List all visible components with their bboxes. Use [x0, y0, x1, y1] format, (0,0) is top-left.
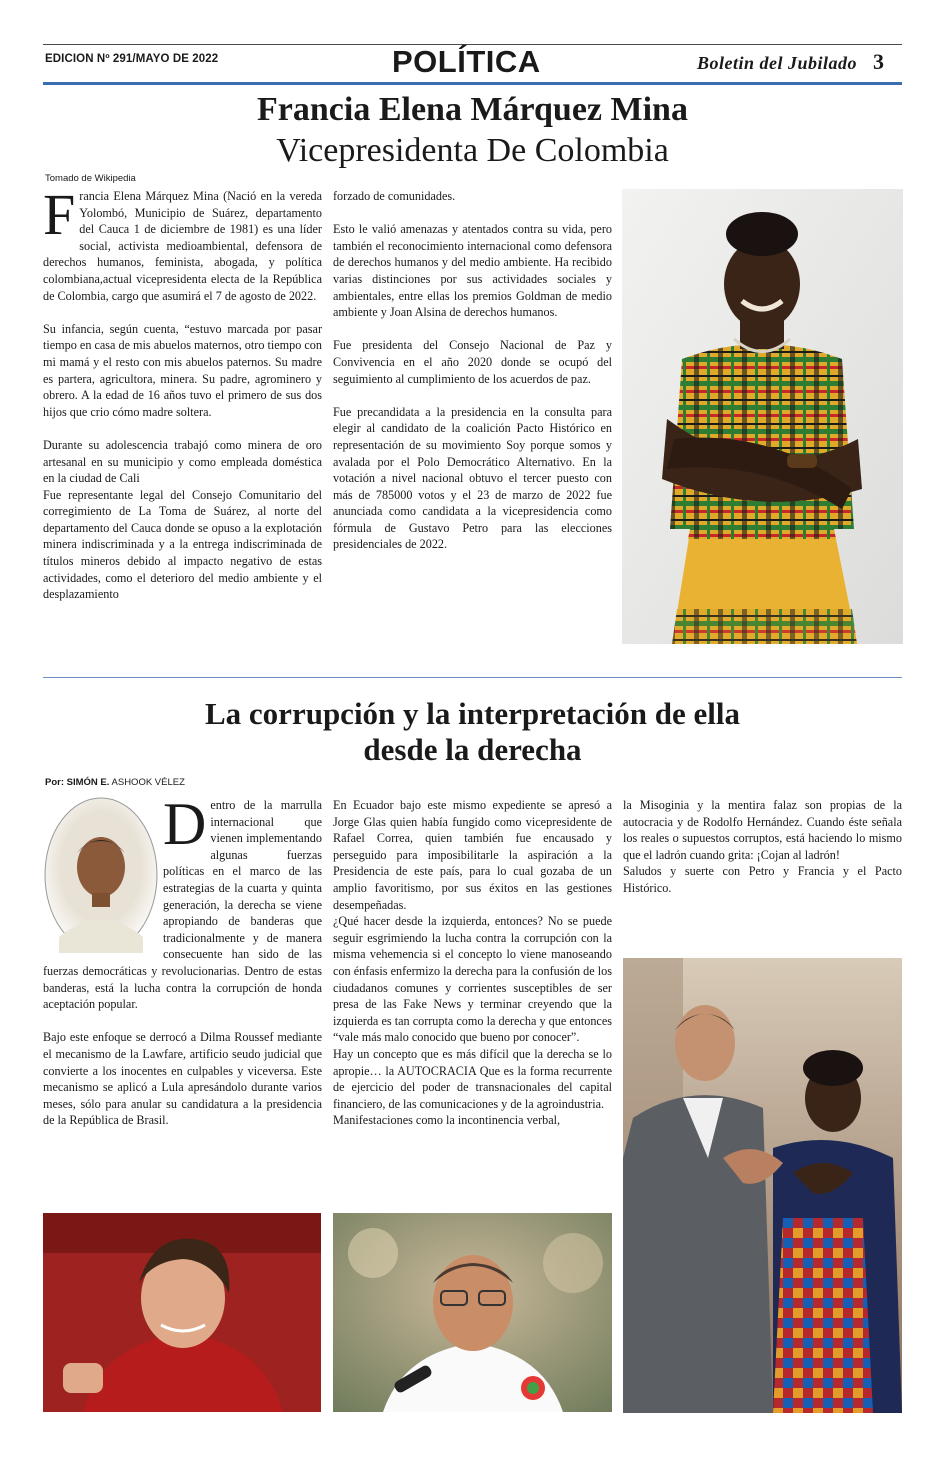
page-number: 3: [873, 49, 884, 74]
article2-byline: Por: SIMÓN E. ASHOOK VÉLEZ: [45, 777, 185, 788]
article1-paragraph-3a: Durante su adolescencia trabajó como minera de oro artesanal en su municipio y como empleada doméstica en la ciudad de Cali: [43, 437, 322, 486]
article1-paragraph-6: Fue presidenta del Consejo Nacional de Paz y Convivencia en el año 2020 donde se ocupó del seguimiento al cumplimiento de los acuerdos de paz.: [333, 338, 612, 386]
article2-paragraph-3: En Ecuador bajo este mismo expediente se apresó a Jorge Glas quien había fungido como vicepresidente de Rafael Correa, quien también fue encausado y perseguido para imposibilitarle la aspiración a la Presidencia de este país, para lo cual gozaba de un amplio favoritismo, por sus éxitos en las gestiones desempeñadas.: [333, 798, 612, 912]
article2-column-3: [623, 797, 902, 897]
article2-paragraph-6: Manifestaciones como la incontinencia verbal,: [333, 1113, 561, 1128]
francia-portrait-photo: [622, 189, 903, 644]
section-title: POLÍTICA: [392, 44, 541, 79]
article2-paragraph-7: la Misoginia y la mentira falaz son propias de la autocracia y de Rodolfo Hernández. Cuando éste señala los reales o supuestos corruptos, está haciendo lo mismo que el ladrón cuando grita: ¡Cojan al ladrón!: [623, 798, 902, 862]
article2-paragraph-4: ¿Qué hacer desde la izquierda, entonces? No se puede seguir esgrimiendo la lucha contra la corrupción con la misma vehemencia si el concepto lo viene manoseando con énfasis enfermizo la derecha para la confusión de los ciudadanos comunes y corrientes susceptibles de ser presa de las Fake News y terminar creyendo que la izquierda es tan corrupta como la derecha y que entonces “vale más malo conocido que bueno por conocer”.: [333, 914, 612, 1045]
article2-paragraph-1: Dentro de la marrulla internacional que vienen implementando algunas fuerzas políticas en el marco de las estrategias de la cuarta y quinta generación, la derecha se viene apropiando de banderas que tradicionalmente y de manera consecuente han sido de las fuerzas democráticas y revolucionarias. Dentro de estas banderas, está la lucha contra la corrupción de honda aceptación popular.: [43, 791, 322, 1012]
article1-paragraph-2: Su infancia, según cuenta, “estuvo marcada por pasar tiempo en casa de mis abuelos maternos, otro tiempo con mi mamá y el resto con mis abuelos paternos. Su madre es partera, agricultora, minera. Su padre, agrominero y obrero. A la edad de 16 años tuvo el primero de sus dos hijos que crio cómo madre soltera.: [43, 321, 322, 419]
article2-paragraph-8: Saludos y suerte con Petro y Francia y el Pacto Histórico.: [623, 864, 902, 895]
article1-paragraph-7: Fue precandidata a la presidencia en la consulta para elegir al candidato de la coalición Pacto Histórico en representación de su movimiento Soy porque somos y avalada por el Polo Democrático Alternativo. En la votación a nivel nacional obtuvo el tercer puesto con más de 785000 votos y el 23 de marzo de 2022 fue anunciada como candidata a la vicepresidencia como fórmula de Gustavo Petro para las elecciones presidenciales de 2022.: [333, 404, 612, 552]
article1-source: Tomado de Wikipedia: [45, 173, 136, 184]
author-photo-wrap-space: [43, 797, 163, 955]
article2-column-1: [43, 791, 322, 1129]
article2-paragraph-2: Bajo este enfoque se derrocó a Dilma Roussef mediante el mecanismo de la Lawfare, artificio seudo judicial que convierte a los inocentes en culpables y viceversa. Este mecanismo se aplicó a Lula apresándolo durante varios meses, sólo para anular su candidatura a la presidencia de la República de Brasil.: [43, 1030, 322, 1128]
article2-column-2: [333, 797, 612, 1129]
article1-paragraph-1: Francia Elena Márquez Mina (Nació en la vereda Yolombó, Municipio de Suárez, departamento del Cauca 1 de diciembre de 1981) es una líder social, activista medioambiental, defensora de derechos humanos, feminista, abogada, y política colombiana,actual vicepresidenta electa de la República de Colombia, cargo que asumirá el 7 de agosto de 2022.: [43, 182, 322, 303]
article1-title: Francia Elena Márquez Mina: [257, 91, 688, 128]
article2-dropcap: D: [163, 791, 207, 857]
header-accent-rule: [43, 82, 902, 85]
petro-francia-photo: [623, 958, 902, 1413]
article2-title-line-2: desde la derecha: [363, 732, 582, 767]
article1-paragraph-4: forzado de comunidades.: [333, 189, 456, 203]
section-divider: [43, 677, 902, 678]
article1-paragraph-5: Esto le valió amenazas y atentados contra su vida, pero también el reconocimiento internacional como defensora de derechos humanos y del medio ambiente. Ha recibido varias distinciones por sus actividades sociales y ambientales, entre ellas los premios Goldman de medio ambiente y Joan Alsina de derechos humanos.: [333, 222, 612, 320]
jorge-glas-photo: [333, 1213, 612, 1412]
article1-column-2: [333, 188, 612, 553]
article1-dropcap: F: [43, 182, 76, 247]
article2-paragraph-5: Hay un concepto que es más difícil que la derecha se lo apropie… la AUTOCRACIA Que es la forma recurrente de ejercicio del poder de transnacionales del capital financiero, de las comunicaciones y de la agroindustria.: [333, 1046, 612, 1111]
article1-column-1: [43, 182, 322, 603]
dilma-photo: [43, 1213, 321, 1412]
edition-label: EDICION Nº 291/MAYO DE 2022: [45, 53, 219, 65]
article1-paragraph-3b: Fue representante legal del Consejo Comunitario del corregimiento de La Toma de Suárez, al norte del departamento del Cauca donde se opuso a la explotación minera indiscriminada y a la entrega indiscriminada de títulos mineros debido al impacto negativo de estas actividades, como el deterioro del medio ambiente y el desplazamiento: [43, 487, 322, 602]
article2-title: [43, 696, 902, 768]
article2-title-line-1: La corrupción y la interpretación de ella: [205, 696, 740, 731]
article1-subtitle: Vicepresidenta De Colombia: [276, 132, 669, 169]
brand-name: Boletin del Jubilado: [697, 53, 858, 73]
